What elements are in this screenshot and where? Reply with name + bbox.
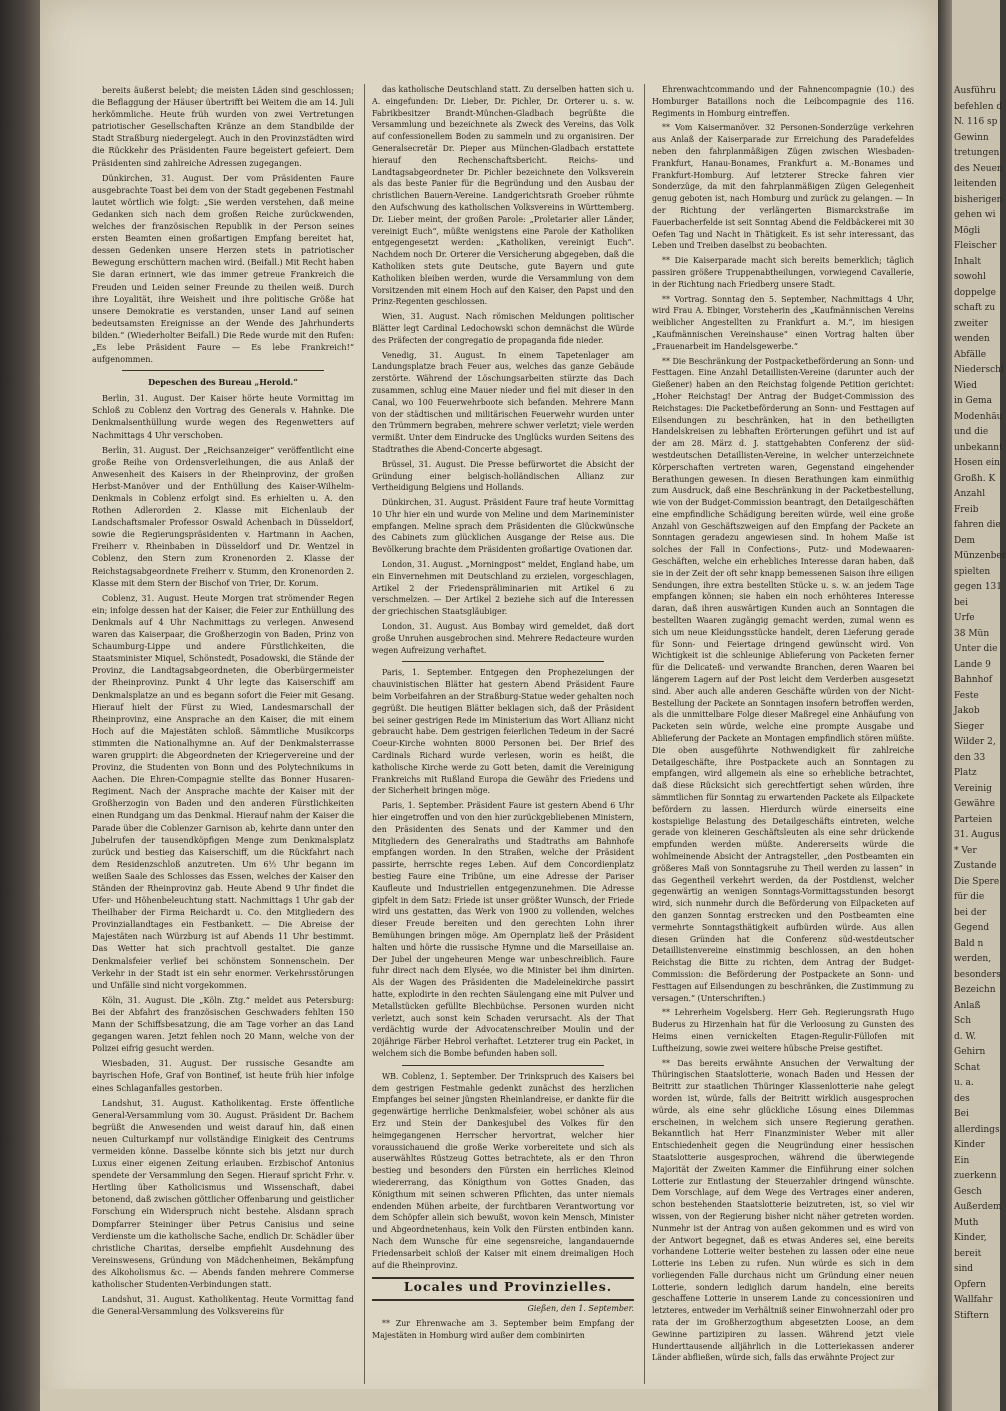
article-paragraph: Brüssel, 31. August. Die Presse befürwortet die Absicht der Gründung einer belgisch-holländischen Allianz zur Vertheidigung Belgiens und Hollands. <box>372 459 634 493</box>
gutter-shadow <box>938 0 952 1411</box>
column-separator <box>644 84 645 1384</box>
facing-page-text-fragment: Die Spere <box>954 876 1000 887</box>
facing-page-text-fragment: werden, <box>954 954 992 964</box>
facing-page-text-fragment: Dem <box>954 535 976 546</box>
facing-page-text-fragment: Wilder 2, <box>954 737 996 747</box>
article-paragraph: WB. Coblenz, 1. September. Der Trinkspruch des Kaisers bei dem gestrigen Festmahle gedenkt zunächst des herzlichen Empfanges bei seiner jüngsten Rheinlandreise, er dankte für die gegenwärtige herrliche Denkmalsfeier, wobei schöner als aus Erz und Stein der Dankesjubel des Volkes für den heimgegangenen Herrscher hervortrat, welcher hier voraussichauend die große Werke vorbereitete und sich als auserwähltes Rüstzeug Gottes betrachtete, als er den Thron bestieg und besonders den Fürsten ein herrliches Kleinod wiedererrang, das Königthum von Gottes Gnaden, das Königthum mit seinen schweren Pflichten, das unter niemals endenden Mühen arbeite, der furchtbaren Verantwortung vor dem Schöpfer allein sich bewußt, wovon kein Mensch, Minister und Abgeordnetenhaus, kein Volk den Fürsten entbinden kann. Nach dem Wunsche für eine segensreiche, langandauernde Friedensarbeit schloß der Kaiser mit einem dreimaligen Hoch auf die Rheinprovinz. <box>372 1071 634 1270</box>
facing-page-text-fragment: Zustande <box>954 861 997 871</box>
facing-page-text-fragment: Sieger <box>954 721 984 732</box>
facing-page-text-fragment: Kinder, <box>954 1233 987 1243</box>
facing-page-text-fragment: Hosen ein <box>954 458 1000 468</box>
facing-page-text-fragment: sind <box>954 1264 974 1274</box>
facing-page-text-fragment: Gesch <box>954 1186 982 1197</box>
facing-page-text-fragment: fahren die <box>954 520 1001 530</box>
facing-page-text-fragment: Vereinig <box>954 783 992 794</box>
article-paragraph: das katholische Deutschland statt. Zu derselben hatten sich u. A. eingefunden: Dr. Lieber, Dr. Pichler, Dr. Orterer u. s. w. Fabrikbesitzer Brandt-München-Gladbach begrüßte die Versammlung und bezeichnete als Zweck des Vereins, das Volk auf confessionellem Boden zu sammeln und zu organisiren. Der Generalsecretär Dr. Pieper aus München-Gladbach erstattete hierauf den Rechenschaftsbericht. Reichs- und Landtagsabgeordneter Dr. Pichler bezeichnete den Volksverein als das beste Panier für die Begründung und den Ausbau der christlichen Bauern-Vereine. Landgerichtsrath Groeber rühmte den Aufschwung des katholischen Volksvereins in Württemberg. Dr. Lieber meint, der großen Parole: „Proletarier aller Länder, vereinigt Euch“, müßte wenigstens eine Parole der Katholiken entgegengesetzt werden: „Katholiken, vereinigt Euch“. Nachdem noch Dr. Orterer die Versicherung abgegeben, daß die Katholiken stets gute Deutsche, gute Bayern und gute Katholiken bleiben werden, wurde die Versammlung von dem Vorsitzenden mit einem Hoch auf den Kaiser, den Papst und den Prinz-Regenten geschlossen. <box>372 85 634 307</box>
facing-page-text-fragment: Muth <box>954 1217 979 1228</box>
section-title: Locales und Provinzielles. <box>403 1279 613 1295</box>
facing-page-text-fragment: besonders <box>954 969 1001 980</box>
article-paragraph: Paris, 1. September. Präsident Faure ist gestern Abend 6 Uhr hier eingetroffen und von den hier zurückgebliebenen Ministern, den Präsidenten des Senats und der Kammer und den Mitgliedern des Generalraths und Stadtraths am Bahnhofe empfangen worden. In den Straßen, welche der Präsident passirte, herrschte reges Leben. Auf dem Concordienplatz bestieg Faure eine Tribüne, um eine Adresse der Pariser Kaufleute und Industriellen entgegenzunehmen. Die Adresse gipfelt in dem Satz: Friede ist unser größter Wunsch, der Friede wird uns gestatten, das Werk von 1900 zu vollenden, welches dieser Freude bereiten und den gerechten Lohn ihrer Bemühungen bringen möge. Am Opernplatz ließ der Präsident halten und hörte die russische Hymne und die Marseillaise an. Der Jubel der ungeheuren Menge war unbeschreiblich. Faure fuhr direct nach dem Elysée, wo die Minister bei ihm dinirten. Als der Wagen des Präsidenten die Madeleinekirche passirt hatte, explodirte in den rechten Säulengang eine mit Pulver und Metallstücken gefüllte Blechbüchse. Personen wurden nicht verletzt, auch sonst kein Schaden verursacht. Als der That verdächtig wurde der Advocatenschreiber Moulin und der 20jährige Färber Hebrol verhaftet. Letzterer trug ein Packet, in welchem sich die Bombe befunden haben soll. <box>372 801 634 1058</box>
article-paragraph: Landshut, 31. August. Katholikentag. Heute Vormittag fand die General-Versammlung des Volksvereins für <box>92 1294 354 1317</box>
article-paragraph: Paris, 1. September. Entgegen den Prophezeiungen der chauvinistischen Blätter hat gestern Abend Präsident Faure beim Vorbeifahren an der Straßburg-Statue weder gehalten noch gegrüßt. Die heutigen Blätter beklagen sich, daß der Präsident bei seiner gestrigen Rede im Ministerium das Wort Allianz nicht gebraucht habe. Dem gestrigen feierlichen Tedeum in der Sacré Coeur-Kirche wohnten 8000 Personen bei. Der Brief des Cardinals Richard wurde verlesen, worin es heißt, die katholische Kirche werde zu Gott beten, damit die Vereinigung Frankreichs mit Rußland Europa die Gewähr des Friedens und der Sicherheit bringen möge. <box>372 668 634 796</box>
article-paragraph: ** Lehrerheim Vogelsberg. Herr Geh. Regierungsrath Hugo Buderus zu Hirzenhain hat für die Verloosung zu Gunsten des Heims einen vernickelten Etagen-Regulir-Füllofen mit Luftheizung, sowie zwei weitere hübsche Preise gestiftet. <box>652 1008 914 1053</box>
facing-page-text-fragment: bei <box>954 597 968 608</box>
facing-page-text-fragment: 31. Augus <box>954 830 1000 840</box>
article-paragraph: London, 31. August. „Morningpost“ meldet, England habe, um ein Einvernehmen mit Deutschland zu erzielen, vorgeschlagen, Artikel 2 der Friedenspräliminarien mit Artikel 6 zu verschmelzen. — Der Artikel 2 beziehe sich auf die Interessen der griechischen Staatsgläubiger. <box>372 560 634 617</box>
facing-page-text-fragment: des Neuen <box>954 163 1003 174</box>
facing-page-text-fragment: Ausführu <box>954 86 996 96</box>
newspaper-page <box>40 0 938 1411</box>
article-paragraph: Berlin, 31. August. Der „Reichsanzeiger“ veröffentlicht eine große Reihe von Ordensverleihungen, die aus Anlaß der Anwesenheit des Kaisers in der Rheinprovinz, der großen Herbst-Manöver und der Enthüllung des Kaiser-Wilhelm-Denkmals in Coblenz erfolgt sind. Es erhielten u. A. den Rothen Adlerorden 2. Klasse mit Eichenlaub der Landschaftsmaler Professor Oswald Achenbach in Düsseldorf, sowie die Regierungspräsidenten v. Hartmann in Aachen, Freiherr v. Rheinbaben in Düsseldorf und Dr. Wentzel in Coblenz, den Stern zum Kronenorden 2. Klasse der Reichstagsabgeordnete Freiherr v. Stumm, den Kronenorden 2. Klasse mit dem Stern der Bischof von Trier, Dr. Korum. <box>92 444 354 588</box>
facing-page-text-fragment: Lande 9 <box>954 659 991 670</box>
facing-page-text-fragment: Inhalt <box>954 256 982 267</box>
facing-page-text-fragment: Bezeichn <box>954 985 996 995</box>
facing-page-text-fragment: Stiftern <box>954 1310 990 1321</box>
facing-page-text-fragment: Bahnhof <box>954 675 993 685</box>
article-paragraph: Wien, 31. August. Nach römischen Meldungen politischer Blätter legt Cardinal Ledochowski schon demnächst die Würde des Präfecten der congregatio de propaganda fide nieder. <box>372 312 634 345</box>
column-3 <box>652 84 914 1374</box>
divider <box>402 661 604 662</box>
article-paragraph: Landshut, 31. August. Katholikentag. Erste öffentliche General-Versammlung vom 30. August. Präsident Dr. Bachem begrüßt die Anwesenden und weist darauf hin, daß einen neuen Culturkampf nur vollständige Einigkeit des Centrums vermeiden könne. Dasselbe könnte sich bis jetzt nur durch Luxus einer eigenen Zeitung erlauben. Erzbischof Antonius spendete der Versammlung den Segen. Hierauf spricht Frhr. v. Hertling über Katholicismus und Wissenschaft, dabei betonend, daß zwischen göttlicher Offenbarung und geistlicher Forschung ein Widerspruch nicht bestehe. Alsdann sprach Dompfarrer Steininger über Petrus Canisius und seine Verdienste um die katholische Sache, endlich Dr. Schädler über christliche Charitas, derselbe empfiehlt Ausdehnung des Vereinswesens, Gründung von Mädchenheimen, Bekämpfung des Alkoholismus &c. — Abends fanden mehrere Commerse katholischer Studenten-Verbindungen statt. <box>92 1097 354 1289</box>
facing-page-text-fragment: d. W. <box>954 1031 977 1042</box>
facing-page-text-fragment: Platz <box>954 768 977 778</box>
section-heading: Depeschen des Bureau „Herold.“ <box>148 377 298 388</box>
facing-page-text-fragment: Schat <box>954 1062 980 1073</box>
facing-page-text-fragment: Feste <box>954 690 979 701</box>
facing-page-text-fragment: in Gema <box>954 396 992 406</box>
facing-page-text-fragment: gehen wi <box>954 210 996 220</box>
facing-page-text-fragment: Gehirn <box>954 1047 986 1057</box>
article-paragraph: ** Das bereits erwähnte Ansuchen der Verwaltung der Thüringischen Staatslotterie, wonach Baden und Hessen der Beitritt zur staatlichen Thüringer Klassenlotterie nahe gelegt worden ist, würde, falls der Beitritt wirklich ausgesprochen würde, als eine sehr glückliche Lösung eines Dilemmas erscheinen, in welchem sich unsere Regierung gerathen. Bekanntlich hat Herr Finanzminister Weber mit aller Entschiedenheit gegen die Neugründung einer hessischen Staatslotterie ausgesprochen, während die überwiegende Majorität der Zweiten Kammer die Einführung einer solchen Lotterie zur Entlastung der Steuerzahler dringend wünschte. Dem Vorschlage, auf dem Wege des Vertrages einer anderen, schon bestehenden Staatslotterie beizutreten, ist, so viel wir wissen, von der Regierung bisher nicht näher getreten worden. Nunmehr ist der Antrag von außen gekommen und es wird von der Antwort begegnet, daß es etwas Anderes sei, eine bereits vorhandene Lotterie weiter bestehen zu lassen oder eine neue Lotterie ins Leben zu rufen. Nun würde es sich in dem vorliegenden Falle durchaus nicht um Gründung einer neuen Lotterie, sondern lediglich darum handeln, eine bereits geschaffene Lotterie in unserem Lande zu concessioniren und letzteres, entweder im Verhältniß seiner Einwohnerzahl oder pro rata der im Großherzogthum abgesetzten Loose, an dem Gewinne partizipiren zu lassen. Während jetzt viele Hunderttausende alljährlich in die Lotteriekassen anderer Länder abfließen, würde sich, falls das erwähnte Project zur <box>652 1058 914 1363</box>
facing-page-text-fragment: Gegend <box>954 923 990 933</box>
facing-page-text-fragment: N. 116 sp <box>954 117 998 127</box>
facing-page-text-fragment: des <box>954 1093 970 1104</box>
article-paragraph: London, 31. August. Aus Bombay wird gemeldet, daß dort große Unruhen ausgebrochen sind. Mehrere Redacteure wurden wegen Aufreizung verhaftet. <box>372 622 634 655</box>
column-separator <box>364 84 365 1384</box>
facing-page-text-fragment: bisherigen <box>954 194 1003 205</box>
facing-page-text-fragment: sowohl <box>954 272 986 282</box>
facing-page-text-fragment: bereit <box>954 1248 982 1259</box>
facing-page-text-fragment: Urfe <box>954 613 975 623</box>
article-paragraph: Dünkirchen, 31. August. Der vom Präsidenten Faure ausgebrachte Toast bei dem von der Stadt gegebenen Festmahl lautet wörtlich wie folgt: „Sie werden verstehen, daß meine Gedanken sich nach dem großen Reiche zurückwenden, welches der französischen Republik in der Person seines ersten Beamten einen großartigen Empfang bereitet hat, dessen Gedenken unsere Herzen stets in patriotischer Bewegung erschüttern machen wird. (Beifall.) Mit Recht haben Sie daran erinnert, wie das immer getreue Frankreich die Freuden und Leiden seiner Freunde zu theilen weiß. Durch ihre Loyalität, ihre Weisheit und ihre politische Größe hat unsere Demokratie es verstanden, unser Land auf seinen bedeutsamsten Ereignisse an der Wende des Jahrhunderts bilden.“ (Wiederholter Beifall.) Die Rede wurde mit den Rufen: „Es lebe Präsident Faure — Es lebe Frankreich!“ aufgenommen. <box>92 172 354 365</box>
facing-page-text-fragment: tretungen <box>954 148 1000 158</box>
facing-page-text-fragment: allerdings <box>954 1124 1000 1135</box>
facing-page-text-fragment: den 33 <box>954 752 986 763</box>
article-paragraph: Wiesbaden, 31. August. Der russische Gesandte am bayrischen Hofe, Graf von Bontinef, ist heute früh hier infolge eines Schlaganfalles gestorben. <box>92 1058 354 1093</box>
facing-page-text-fragment: Wallfahr <box>954 1295 993 1305</box>
facing-page-text-fragment: Ein <box>954 1155 970 1166</box>
facing-page-text-fragment: Kinder <box>954 1140 985 1150</box>
facing-page-text-fragment: Anlaß <box>954 1000 981 1011</box>
facing-page-text-fragment: befehlen d <box>954 101 1003 112</box>
facing-page-text-fragment: und die <box>954 427 989 437</box>
facing-page-text-fragment: Gewähre <box>954 799 996 809</box>
facing-page-text-fragment: Parteien <box>954 814 993 825</box>
facing-page-text-fragment: Abfälle <box>954 349 987 360</box>
facing-page-text-fragment: spielten <box>954 566 991 577</box>
facing-page-text-fragment: Sch <box>954 1016 972 1026</box>
facing-page-text-fragment: schaft zu <box>954 303 996 313</box>
facing-page-text-fragment: Jakob <box>954 706 980 716</box>
facing-page-text-fragment: Bald n <box>954 938 984 949</box>
article-paragraph: ** Die Kaiserparade macht sich bereits bemerklich; täglich passiren größere Truppenabtheilungen, vorwiegend Cavallerie, in der Richtung nach Friedberg unsere Stadt. <box>652 256 914 289</box>
divider <box>122 370 324 371</box>
facing-page-text-fragment: 38 Mün <box>954 628 990 639</box>
facing-page-text-fragment: für die <box>954 892 985 902</box>
facing-page-text-fragment: Unter die <box>954 644 998 654</box>
facing-page-text-fragment: * Ver <box>954 845 977 856</box>
facing-page-text-fragment: Münzenber <box>954 551 1006 561</box>
facing-page-text-fragment: Großh. K <box>954 473 996 484</box>
column-1 <box>92 84 354 1374</box>
facing-page-text-fragment: zweiter <box>954 318 988 329</box>
article-paragraph: Köln, 31. August. Die „Köln. Ztg.“ meldet aus Petersburg: Bei der Abfahrt des französischen Geschwaders fehlten 150 Mann der Schiffsbesatzung, die am Tage vorher an das Land gegangen waren. Jetzt fehlen noch 20 Mann, welche von der Polizei eifrig gesucht werden. <box>92 994 354 1054</box>
facing-page-text-fragment: zuerkenn <box>954 1171 997 1181</box>
facing-page-text-fragment: Fleischer <box>954 241 997 251</box>
divider <box>402 1065 604 1066</box>
facing-page-text-fragment: Niederschl <box>954 365 1004 375</box>
facing-page-text-fragment: bei der <box>954 907 987 918</box>
article-paragraph: ** Vom Kaisermanöver. 32 Personen-Sonderzüge verkehren aus Anlaß der Kaiserparade zur Erreichung des Paradefeldes neben den fahrplanmäßigen Zügen zwischen Wiesbaden-Frankfurt, Hanau-Bonames, Frankfurt a. M.-Bonames und Frankfurt-Homburg. Auf letzterer Strecke fahren vier Sonderzüge, da mit den fahrplanmäßigen Zügen Gelegenheit genug geboten ist, nach Homburg und zurück zu gelangen. — In der Richtung der verlängerten Bismarckstraße im Fauerbacherfelde ist seit Sonntag Abend die Feldbäckerei mit 30 Oefen Tag und Nacht in Thätigkeit. Es ist sehr interessant, das Leben und Treiben daselbst zu beobachten. <box>652 123 914 251</box>
page-bottom-edge <box>40 1389 938 1411</box>
article-paragraph: Berlin, 31. August. Der Kaiser hörte heute Vormittag im Schloß zu Coblenz den Vortrag des Generals v. Hahnke. Die Denkmalsenthüllung wurde wegen des Regenwetters auf Nachmittags 4 Uhr verschoben. <box>92 393 354 440</box>
facing-page-text-fragment: Modenhäu <box>954 411 1003 422</box>
article-paragraph: ** Zur Ehrenwache am 3. September beim Empfang der Majestäten in Homburg wird außer dem combinirten <box>372 1318 634 1340</box>
facing-page-text-fragment: Mögli <box>954 225 981 236</box>
article-paragraph: ** Vortrag. Sonntag den 5. September, Nachmittags 4 Uhr, wird Frau A. Ebinger, Vorsteherin des „Kaufmännischen Vereins weiblicher Angestellten zu Frankfurt a. M.“, im hiesigen „Kaufmännischen Vereinshause“ einen Vortrag halten über „Frauenarbeit im Handelsgewerbe.“ <box>652 294 914 351</box>
facing-page-text-fragment: gegen 131 <box>954 582 1003 592</box>
article-paragraph: Coblenz, 31. August. Heute Morgen trat strömender Regen ein; infolge dessen hat der Kaiser, die Feier zur Enthüllung des Denkmals auf 4 Uhr Nachmittags zu verlegen. Anwesend waren das Kaiserpaar, die Großherzogin von Baden, Prinz von Schaumburg-Lippe und andere Fürstlichkeiten, die Staatsminister Miquel, Schönstedt, Posadowski, die Stände der Provinz, die Landtagsabgeordneten, die Oberbürgermeister der Rheinprovinz. Punkt 4 Uhr legte das Kaiserschiff am Denkmalsplatze an und es begann sofort die Feier mit Gesang. Hierauf hielt der Fürst zu Wied, Landesmarschall der Rheinprovinz, eine Ansprache an den Kaiser, die mit einem Hoch auf die Majestäten schloß. Sämmtliche Musikcorps stimmten die Nationalhymne an. Auf der Denkmalsterrasse waren gruppirt: die Abgeordneten der Kriegervereine und der Provinz, die Studenten von Bonn und des Polytechnikums in Aachen. Die Ehren-Compagnie stellte das Bonner Husaren-Regiment. Nach der Ansprache machte der Kaiser mit der Großherzogin von Baden und den anderen Fürstlichkeiten einen Rundgang um das Denkmal. Hierauf nahm der Kaiser die Parade über die Coblenzer Garnison ab, kehrte dann unter den Jubelrufen der tausendköpfigen Menge zum Denkmalsplatz zurück und bestieg das Kaiserschiff, um die Rückfahrt nach dem Residenzschloß anzutreten. Um 6½ Uhr begann im weißen Saale des Schlosses das Essen, welches der Kaiser den Ständen der Rheinprovinz gab. Heute Abend 9 Uhr findet die Ufer- und Höhenbeleuchtung statt. Nachmittags 1 Uhr gab der Theilhaber der Firma Reichardt u. Co. den Mitgliedern des Provinziallandtages ein Festbankett. — Die Abreise der Majestäten nach Würzburg ist auf Abends 11 Uhr bestimmt. Das Wetter hat sich prachtvoll gestaltet. Die ganze Denkmalsfeier verlief bei schönstem Sonnenschein. Der Verkehr in der Stadt ist ein sehr enormer. Verkehrsstörungen und Unfälle sind nicht vorgekommen. <box>92 592 354 990</box>
facing-page-text-fragment: wenden <box>954 334 990 344</box>
section-rule <box>372 1299 634 1301</box>
facing-page-text-fragment: u. a. <box>954 1078 974 1088</box>
facing-page-fragment <box>938 0 1006 1411</box>
book-binding <box>0 0 40 1411</box>
facing-page-text-fragment: Gewinn <box>954 132 989 143</box>
facing-page-text-fragment: Opfern <box>954 1279 986 1290</box>
facing-page-text-fragment: Bei <box>954 1109 969 1119</box>
facing-page-text-fragment: leitenden <box>954 179 997 189</box>
section-dateline: Gießen, den 1. September. <box>527 1304 634 1314</box>
facing-page-text-fragment: Anzahl <box>954 489 986 499</box>
article-paragraph: Dünkirchen, 31. August. Präsident Faure traf heute Vormittag 10 Uhr hier ein und wurde von Meline und dem Marineminister empfangen. Meline sprach dem Präsidenten die Glückwünsche des Cabinets zum glücklichen Ausgange der Reise aus. Die Bevölkerung brachte dem Präsidenten großartige Ovationen dar. <box>372 498 634 555</box>
article-paragraph: ** Die Beschränkung der Postpacketbeförderung an Sonn- und Festtagen. Eine Anzahl Detaillisten-Vereine (darunter auch der Gießener) haben an den Reichstag folgende Petition gerichtet: „Hoher Reichstag! Der Antrag der Budget-Commission des Reichstages: Die Packetbeförderung an Sonn- und Festtagen auf Eilsendungen zu beschränken, hat in den betheiligten Handelskreisen zu lebhaften Erörterungen geführt und ist auf der am 28. März d. J. stattgehabten Conferenz der süd-westdeutschen Detaillisten-Vereine, in welcher unterzeichnete Körperschaften vertreten waren, Gegenstand eingehender Berathungen gewesen. In diesen Berathungen kam einmüthig zum Ausdruck, daß eine Beschränkung in der Packetbestellung, wie von der Budget-Commission beantragt, den Detailgeschäften eine empfindliche Schädigung bereiten würde, weil eine große Anzahl von Geschäftszweigen auf den Empfang der Packete an Sonntagen geradezu angewiesen sind. In hohem Maße ist solches der Fall in Confections-, Putz- und Modewaaren-Geschäften, welche ein erhebliches Interesse daran haben, daß sie in der Zeit der oft sehr knapp bemessenen Saison ihre eiligen Sendungen, ihre extra bestellten Stücke u. s. w. an jedem Tage empfangen können; sie haben ein noch erhöhteres Interesse daran, daß ihren auswärtigen Kunden auch an Sonntagen die bestellten Waaren zugängig gemacht werden, zumal wenn es sich um neue Kleidungsstücke handelt, deren Lieferung gerade für Sonn- und Feiertage dringend gewünscht wird. Von Wichtigkeit ist die schleunige Ablieferung von Packeten ferner für die Delicateß- und verwandte Branchen, deren Waaren bei längerem Lagern auf der Post leicht dem Verderben ausgesetzt sind. Aber auch alle anderen Geschäfte würden von der Nicht-Bestellung der Packete an Sonntagen insofern betroffen werden, als die unmittelbare Folge dieser Maßregel eine Anhäufung von Packeten sein würde, welche eine prompte Ausgabe und Ablieferung der Packete an Montagen empfindlich stören müßte. Die oben ausgeführte Nothwendigkeit für zahlreiche Detailgeschäfte, ihre Postpackete auch an Sonntagen zu empfangen, wird allgemein als eine so erhebliche betrachtet, daß diese Rücksicht sich gerechtfertigt sehen würden, ihre sämmtlichen für Sonntag zu erwartenden Packete als Eilpackete befördern zu lassen. Hierdurch würde einerseits eine kostspielige Belastung des Detailgeschäfts eintreten, welche gerade von kleineren Geschäftsleuten als eine sehr drückende empfunden werden müßte. Andererseits würde die wohlmeinende Absicht der Antragsteller, „den Postbeamten ein größeres Maß von Sonntagsruhe zu Theil werden zu lassen“ in das Gegentheil verkehrt werden, da der Postdienst, welcher gegenwärtig an wenigen Sonntags-Vormittagsstunden besorgt wird, sich nunmehr durch die Beförderung von Eilpacketen auf den ganzen Sonntag erstrecken und den Postbeamten eine vermehrte Sonntagsthätigkeit aufbürden würde. Aus allen diesen Gründen hat die Conferenz süd-westdeutscher Detaillistenvereine einstimmig beschlossen, an den hohen Reichstag die Bitte zu richten, dem Antrag der Budget-Commission: die Beförderung der Postpackete an Sonn- und Festtagen auf Eilsendungen zu beschränken, die Zustimmung zu versagen.“ (Unterschriften.) <box>652 356 914 1003</box>
column-2 <box>372 84 634 1374</box>
facing-page-text-fragment: Außerdem <box>954 1202 1002 1212</box>
facing-page-text-fragment: unbekannt <box>954 442 1003 453</box>
facing-page-text-fragment: Wied <box>954 380 978 391</box>
facing-page-text-fragment: Freib <box>954 504 979 515</box>
facing-page-text-fragment: doppelge <box>954 287 996 298</box>
article-paragraph: bereits äußerst belebt; die meisten Läden sind geschlossen; die Beflaggung der Häuser übertrifft bei Weitem die am 14. Juli herkömmliche. Heute früh wurden von zwei Vertretungen patriotischer Gesellschaften Kränze an dem Standbilde der Stadt Straßburg niedergelegt. Auch in den Provinzstädten wird die Rückkehr des Präsidenten Faure begeistert gefeiert. Dem Präsidenten sind zahlreiche Adressen zugegangen. <box>92 85 354 168</box>
article-paragraph: Ehrenwachtcommando und der Fahnencompagnie (10.) des Homburger Bataillons noch die Leibcompagnie des 116. Regiments in Homburg eintreffen. <box>652 85 914 118</box>
article-paragraph: Venedig, 31. August. In einem Tapetenlager am Landungsplatze brach Feuer aus, welches das ganze Gebäude zerstörte. Während der Löschungsarbeiten stürzte das Dach zusammen, schlug eine Mauer nieder und fiel mit dieser in den Canal, wo 100 Feuerwehrboote sich befanden. Mehrere Mann von der städtischen und militärischen Feuerwehr wurden unter den Trümmern begraben, mehrere schwer verletzt; viele werden vermißt. Unter dem Eindrucke des Unglücks wurden Seitens des Stadtrathes die Abend-Concerte abgesagt. <box>372 350 634 454</box>
